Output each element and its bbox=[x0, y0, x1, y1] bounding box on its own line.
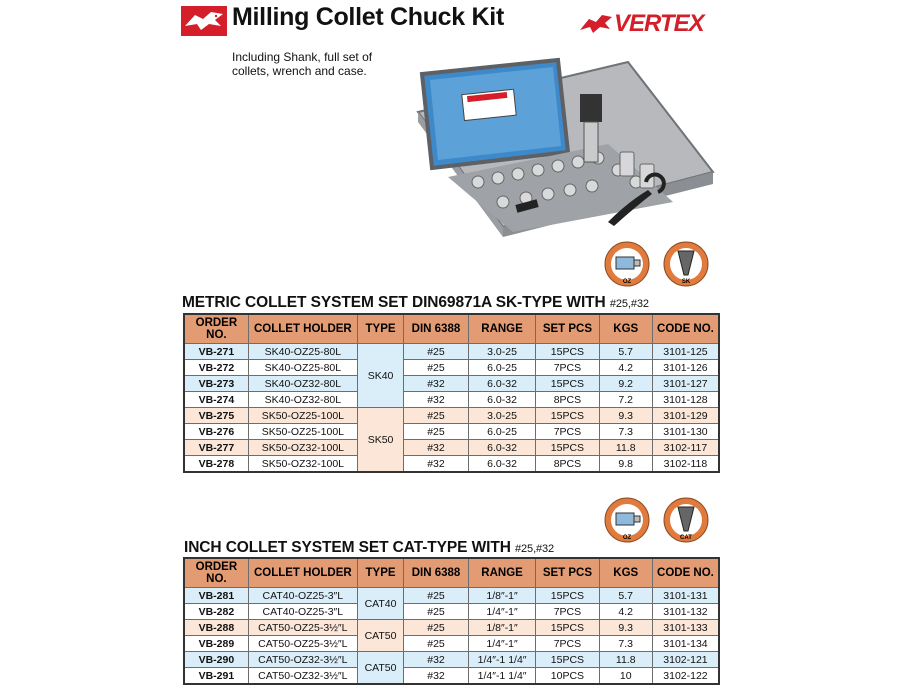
table-row bbox=[184, 652, 719, 668]
order-no-cell: VB-272 bbox=[184, 360, 248, 376]
oz-badge-label: OZ bbox=[622, 279, 632, 285]
kgs-cell: 9.3 bbox=[599, 408, 652, 424]
code-no-cell: 3102-118 bbox=[652, 456, 719, 473]
collet-holder-cell: CAT50-OZ25-3½″L bbox=[248, 636, 357, 652]
order-no-cell: VB-288 bbox=[184, 620, 248, 636]
din6388-cell: #25 bbox=[404, 636, 469, 652]
page-title: Milling Collet Chuck Kit bbox=[232, 3, 504, 31]
type-cell: CAT50 bbox=[357, 652, 403, 685]
collet-holder-cell: CAT50-OZ25-3½″L bbox=[248, 620, 357, 636]
kgs-cell: 5.7 bbox=[599, 588, 652, 604]
set-pcs-cell: 15PCS bbox=[536, 652, 599, 668]
oz-collet-badge-icon bbox=[604, 241, 650, 287]
collet-kit-case-image bbox=[408, 52, 723, 237]
metric-spec-table bbox=[183, 313, 720, 473]
table-row bbox=[184, 392, 719, 408]
code-no-cell: 3101-132 bbox=[652, 604, 719, 620]
order-no-cell: VB-271 bbox=[184, 344, 248, 360]
din6388-cell: #25 bbox=[404, 408, 469, 424]
range-cell: 1/8″-1″ bbox=[468, 620, 536, 636]
col-collet-holder: COLLET HOLDER bbox=[248, 314, 357, 344]
col-kgs: KGS bbox=[599, 558, 652, 588]
collet-holder-cell: CAT50-OZ32-3½″L bbox=[248, 652, 357, 668]
order-no-cell: VB-278 bbox=[184, 456, 248, 473]
table-row bbox=[184, 408, 719, 424]
cat-badge-label: CAT bbox=[680, 535, 692, 541]
collet-holder-cell: SK40-OZ32-80L bbox=[248, 392, 357, 408]
collet-holder-cell: CAT40-OZ25-3″L bbox=[248, 604, 357, 620]
metric-title-sizes: #25,#32 bbox=[609, 298, 649, 310]
collet-holder-cell: SK40-OZ32-80L bbox=[248, 376, 357, 392]
din6388-cell: #32 bbox=[404, 652, 469, 668]
col-code-no: CODE NO. bbox=[652, 558, 719, 588]
collet-holder-cell: CAT50-OZ32-3½″L bbox=[248, 668, 357, 685]
col-set-pcs: SET PCS bbox=[536, 558, 599, 588]
range-cell: 6.0-25 bbox=[468, 424, 536, 440]
code-no-cell: 3101-129 bbox=[652, 408, 719, 424]
table-header-row bbox=[184, 558, 719, 588]
col-collet-holder: COLLET HOLDER bbox=[248, 558, 357, 588]
kgs-cell: 7.2 bbox=[599, 392, 652, 408]
table-row bbox=[184, 440, 719, 456]
collet-holder-cell: SK50-OZ32-100L bbox=[248, 456, 357, 473]
metric-section-title bbox=[182, 294, 649, 312]
order-no-cell: VB-281 bbox=[184, 588, 248, 604]
din6388-cell: #25 bbox=[404, 620, 469, 636]
col-type: TYPE bbox=[357, 558, 403, 588]
code-no-cell: 3101-133 bbox=[652, 620, 719, 636]
code-no-cell: 3101-125 bbox=[652, 344, 719, 360]
din6388-cell: #25 bbox=[404, 344, 469, 360]
table-row bbox=[184, 344, 719, 360]
inch-title-sizes: #25,#32 bbox=[515, 543, 555, 555]
order-no-cell: VB-277 bbox=[184, 440, 248, 456]
collet-holder-cell: CAT40-OZ25-3″L bbox=[248, 588, 357, 604]
cat-shank-badge-icon bbox=[663, 497, 709, 543]
order-no-cell: VB-282 bbox=[184, 604, 248, 620]
set-pcs-cell: 7PCS bbox=[536, 360, 599, 376]
col-range: RANGE bbox=[468, 314, 536, 344]
code-no-cell: 3101-127 bbox=[652, 376, 719, 392]
range-cell: 1/4″-1″ bbox=[468, 636, 536, 652]
range-cell: 6.0-32 bbox=[468, 376, 536, 392]
inch-title-main: INCH COLLET SYSTEM SET CAT-TYPE WITH bbox=[184, 539, 511, 556]
set-pcs-cell: 7PCS bbox=[536, 424, 599, 440]
type-cell: SK50 bbox=[357, 408, 403, 473]
type-cell: SK40 bbox=[357, 344, 403, 408]
col-order-no: ORDER NO. bbox=[184, 314, 248, 344]
order-no-cell: VB-289 bbox=[184, 636, 248, 652]
intro-text: Including Shank, full set of collets, wrench and case. bbox=[232, 50, 373, 78]
kgs-cell: 11.8 bbox=[599, 440, 652, 456]
sk-shank-badge-icon bbox=[663, 241, 709, 287]
table-row bbox=[184, 376, 719, 392]
din6388-cell: #25 bbox=[404, 604, 469, 620]
col-kgs: KGS bbox=[599, 314, 652, 344]
col-order-no: ORDER NO. bbox=[184, 558, 248, 588]
kgs-cell: 11.8 bbox=[599, 652, 652, 668]
set-pcs-cell: 15PCS bbox=[536, 440, 599, 456]
range-cell: 6.0-32 bbox=[468, 440, 536, 456]
din6388-cell: #32 bbox=[404, 440, 469, 456]
col-type: TYPE bbox=[357, 314, 403, 344]
oz-collet-badge-icon bbox=[604, 497, 650, 543]
kgs-cell: 10 bbox=[599, 668, 652, 685]
din6388-cell: #32 bbox=[404, 668, 469, 685]
range-cell: 1/4″-1″ bbox=[468, 604, 536, 620]
inch-section-title bbox=[184, 539, 554, 557]
set-pcs-cell: 15PCS bbox=[536, 620, 599, 636]
table-row bbox=[184, 636, 719, 652]
range-cell: 6.0-25 bbox=[468, 360, 536, 376]
kgs-cell: 9.8 bbox=[599, 456, 652, 473]
set-pcs-cell: 7PCS bbox=[536, 636, 599, 652]
sk-badge-label: SK bbox=[681, 279, 691, 285]
code-no-cell: 3102-121 bbox=[652, 652, 719, 668]
vertex-eagle-logo-icon bbox=[181, 6, 227, 36]
col-range: RANGE bbox=[468, 558, 536, 588]
collet-holder-cell: SK50-OZ25-100L bbox=[248, 408, 357, 424]
kgs-cell: 5.7 bbox=[599, 344, 652, 360]
oz-badge-label: OZ bbox=[622, 535, 632, 541]
kgs-cell: 4.2 bbox=[599, 360, 652, 376]
type-cell: CAT40 bbox=[357, 588, 403, 620]
brand-wordmark: VERTEX bbox=[614, 10, 704, 37]
range-cell: 1/8″-1″ bbox=[468, 588, 536, 604]
col-set-pcs: SET PCS bbox=[536, 314, 599, 344]
range-cell: 3.0-25 bbox=[468, 344, 536, 360]
table-row bbox=[184, 424, 719, 440]
table-row bbox=[184, 588, 719, 604]
code-no-cell: 3101-126 bbox=[652, 360, 719, 376]
kgs-cell: 4.2 bbox=[599, 604, 652, 620]
table-row bbox=[184, 456, 719, 473]
kgs-cell: 9.2 bbox=[599, 376, 652, 392]
set-pcs-cell: 15PCS bbox=[536, 588, 599, 604]
order-no-cell: VB-276 bbox=[184, 424, 248, 440]
vertex-brand-logo bbox=[578, 8, 728, 42]
table-header-row bbox=[184, 314, 719, 344]
din6388-cell: #32 bbox=[404, 392, 469, 408]
table-row bbox=[184, 604, 719, 620]
set-pcs-cell: 7PCS bbox=[536, 604, 599, 620]
code-no-cell: 3102-122 bbox=[652, 668, 719, 685]
order-no-cell: VB-290 bbox=[184, 652, 248, 668]
range-cell: 3.0-25 bbox=[468, 408, 536, 424]
inch-spec-table bbox=[183, 557, 720, 685]
kgs-cell: 9.3 bbox=[599, 620, 652, 636]
din6388-cell: #32 bbox=[404, 456, 469, 473]
vertex-eagle-small-icon bbox=[578, 10, 614, 40]
code-no-cell: 3101-131 bbox=[652, 588, 719, 604]
range-cell: 1/4″-1 1/4″ bbox=[468, 668, 536, 685]
din6388-cell: #32 bbox=[404, 376, 469, 392]
din6388-cell: #25 bbox=[404, 360, 469, 376]
set-pcs-cell: 8PCS bbox=[536, 456, 599, 473]
order-no-cell: VB-273 bbox=[184, 376, 248, 392]
set-pcs-cell: 8PCS bbox=[536, 392, 599, 408]
din6388-cell: #25 bbox=[404, 588, 469, 604]
collet-holder-cell: SK50-OZ25-100L bbox=[248, 424, 357, 440]
table-row bbox=[184, 360, 719, 376]
code-no-cell: 3101-130 bbox=[652, 424, 719, 440]
range-cell: 6.0-32 bbox=[468, 456, 536, 473]
set-pcs-cell: 15PCS bbox=[536, 408, 599, 424]
order-no-cell: VB-291 bbox=[184, 668, 248, 685]
kgs-cell: 7.3 bbox=[599, 424, 652, 440]
set-pcs-cell: 15PCS bbox=[536, 376, 599, 392]
code-no-cell: 3101-134 bbox=[652, 636, 719, 652]
din6388-cell: #25 bbox=[404, 424, 469, 440]
collet-holder-cell: SK40-OZ25-80L bbox=[248, 344, 357, 360]
table-row bbox=[184, 668, 719, 685]
col-din6388: DIN 6388 bbox=[404, 558, 469, 588]
col-din6388: DIN 6388 bbox=[404, 314, 469, 344]
order-no-cell: VB-274 bbox=[184, 392, 248, 408]
order-no-cell: VB-275 bbox=[184, 408, 248, 424]
set-pcs-cell: 15PCS bbox=[536, 344, 599, 360]
set-pcs-cell: 10PCS bbox=[536, 668, 599, 685]
metric-title-main: METRIC COLLET SYSTEM SET DIN69871A SK-TYPE WITH bbox=[182, 294, 606, 311]
table-row bbox=[184, 620, 719, 636]
kgs-cell: 7.3 bbox=[599, 636, 652, 652]
range-cell: 6.0-32 bbox=[468, 392, 536, 408]
code-no-cell: 3101-128 bbox=[652, 392, 719, 408]
collet-holder-cell: SK40-OZ25-80L bbox=[248, 360, 357, 376]
code-no-cell: 3102-117 bbox=[652, 440, 719, 456]
col-code-no: CODE NO. bbox=[652, 314, 719, 344]
collet-holder-cell: SK50-OZ32-100L bbox=[248, 440, 357, 456]
range-cell: 1/4″-1 1/4″ bbox=[468, 652, 536, 668]
type-cell: CAT50 bbox=[357, 620, 403, 652]
